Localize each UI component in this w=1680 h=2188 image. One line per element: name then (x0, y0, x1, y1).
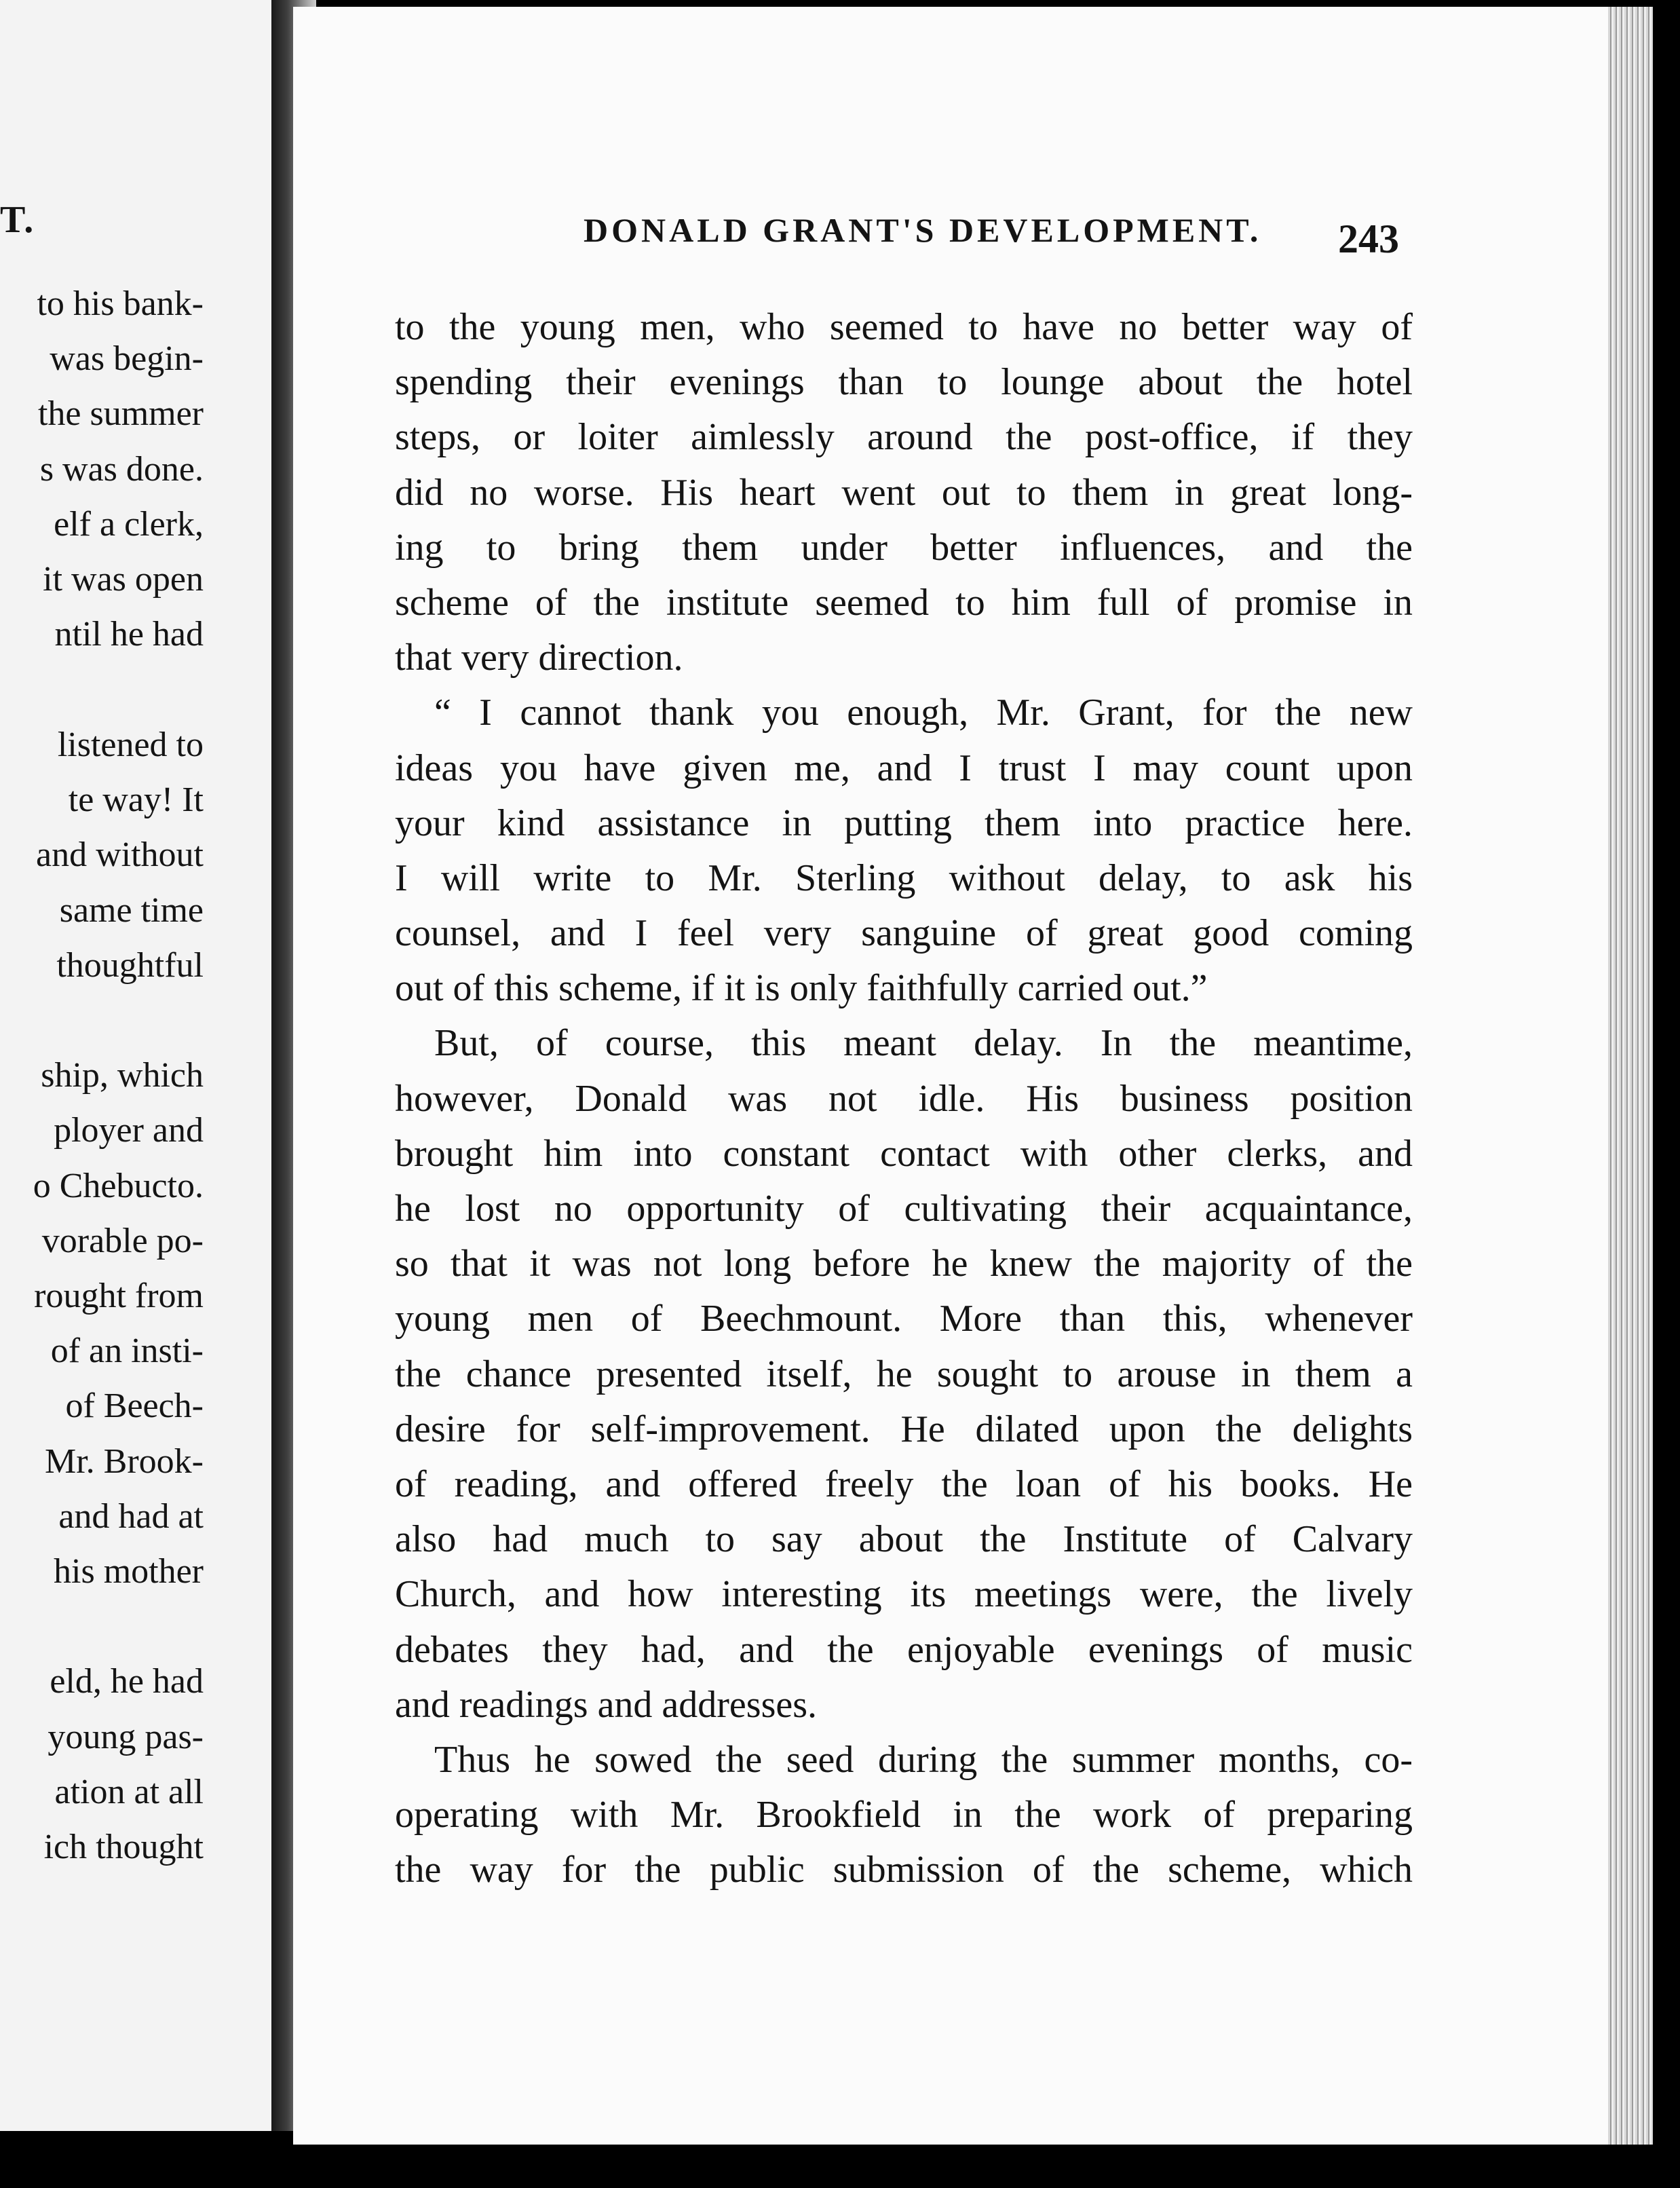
left-line-fragment: thoughtful (56, 946, 204, 985)
left-line-fragment: was begin- (50, 339, 204, 378)
text-line: Thus he sowed the seed during the summer months, co- (434, 1738, 1413, 1781)
left-line-fragment: ich thought (43, 1828, 204, 1866)
text-line: Church, and how interesting its meetings were, the lively (395, 1573, 1413, 1616)
text-line: debates they had, and the enjoyable evenings of music (395, 1628, 1413, 1671)
left-line-fragment: to his bank- (37, 284, 204, 323)
left-line-fragment: and had at (58, 1497, 204, 1536)
text-line: your kind assistance in putting them into practice here. (395, 801, 1413, 844)
left-line-fragment: listened to (57, 725, 204, 764)
text-line: steps, or loiter aimlessly around the post-office, if they (395, 416, 1413, 459)
left-page (0, 0, 271, 2131)
text-line: But, of course, this meant delay. In the meantime, (434, 1022, 1413, 1065)
text-line: also had much to say about the Institute of Calvary (395, 1518, 1413, 1561)
text-line: ing to bring them under better influences, and the (395, 526, 1413, 569)
text-line: operating with Mr. Brookfield in the work of preparing (395, 1794, 1413, 1836)
left-line-fragment: o Chebucto. (33, 1167, 204, 1205)
left-line-fragment: the summer (37, 394, 204, 433)
left-line-fragment: ship, which (41, 1056, 204, 1095)
body-text (395, 300, 1413, 1898)
running-title: DONALD GRANT'S DEVELOPMENT. (584, 211, 1262, 249)
left-line-fragment: rought from (34, 1277, 204, 1315)
left-line-fragment: and without (36, 835, 204, 874)
text-line: so that it was not long before he knew the majority of the (395, 1243, 1413, 1285)
text-line: the way for the public submission of the scheme, which (395, 1849, 1413, 1891)
text-line: did no worse. His heart went out to them in great long- (395, 471, 1413, 514)
text-line: out of this scheme, if it is only faithfully carried out.” (395, 967, 1208, 1010)
left-line-fragment: s was done. (39, 450, 204, 489)
left-line-fragment: te way! It (68, 780, 204, 819)
text-line: “ I cannot thank you enough, Mr. Grant, for the new (434, 692, 1413, 734)
left-line-fragment: of an insti- (50, 1332, 204, 1370)
left-line-fragment: ation at all (54, 1773, 204, 1811)
text-line: young men of Beechmount. More than this, whenever (395, 1298, 1413, 1340)
text-line: of reading, and offered freely the loan of his books. He (395, 1463, 1413, 1505)
left-line-fragment: it was open (43, 560, 204, 599)
left-line-fragment: eld, he had (50, 1662, 204, 1701)
page-number: 243 (1338, 216, 1399, 261)
running-head (584, 210, 1680, 265)
text-line: brought him into constant contact with other clerks, and (395, 1132, 1413, 1175)
text-line: spending their evenings than to lounge about the hotel (395, 361, 1413, 404)
text-line: that very direction. (395, 637, 683, 679)
text-line: he lost no opportunity of cultivating their acquaintance, (395, 1188, 1413, 1230)
left-line-fragment: elf a clerk, (54, 505, 204, 544)
text-line: the chance presented itself, he sought to arouse in them a (395, 1353, 1413, 1395)
left-line-fragment: same time (59, 891, 204, 930)
left-line-fragment: of Beech- (65, 1387, 204, 1425)
text-line: however, Donald was not idle. His business position (395, 1077, 1413, 1120)
text-line: desire for self-improvement. He dilated upon the delights (395, 1408, 1413, 1450)
text-line: I will write to Mr. Sterling without delay, to ask his (395, 856, 1413, 899)
left-line-fragment: ntil he had (54, 615, 204, 654)
left-running-head-fragment: T. (0, 199, 35, 241)
left-line-fragment: young pas- (47, 1718, 204, 1756)
text-line: ideas you have given me, and I trust I may count upon (395, 747, 1413, 789)
text-line: counsel, and I feel very sanguine of great good coming (395, 912, 1413, 955)
left-line-fragment: his mother (54, 1552, 204, 1591)
left-line-fragment: vorable po- (41, 1222, 204, 1260)
right-page-content (293, 7, 1623, 2145)
left-line-fragment: ployer and (54, 1111, 204, 1150)
text-line: and readings and addresses. (395, 1683, 818, 1726)
text-line: scheme of the institute seemed to him full of promise in (395, 581, 1413, 624)
text-line: to the young men, who seemed to have no better way of (395, 306, 1413, 348)
left-line-fragment: Mr. Brook- (45, 1442, 204, 1481)
